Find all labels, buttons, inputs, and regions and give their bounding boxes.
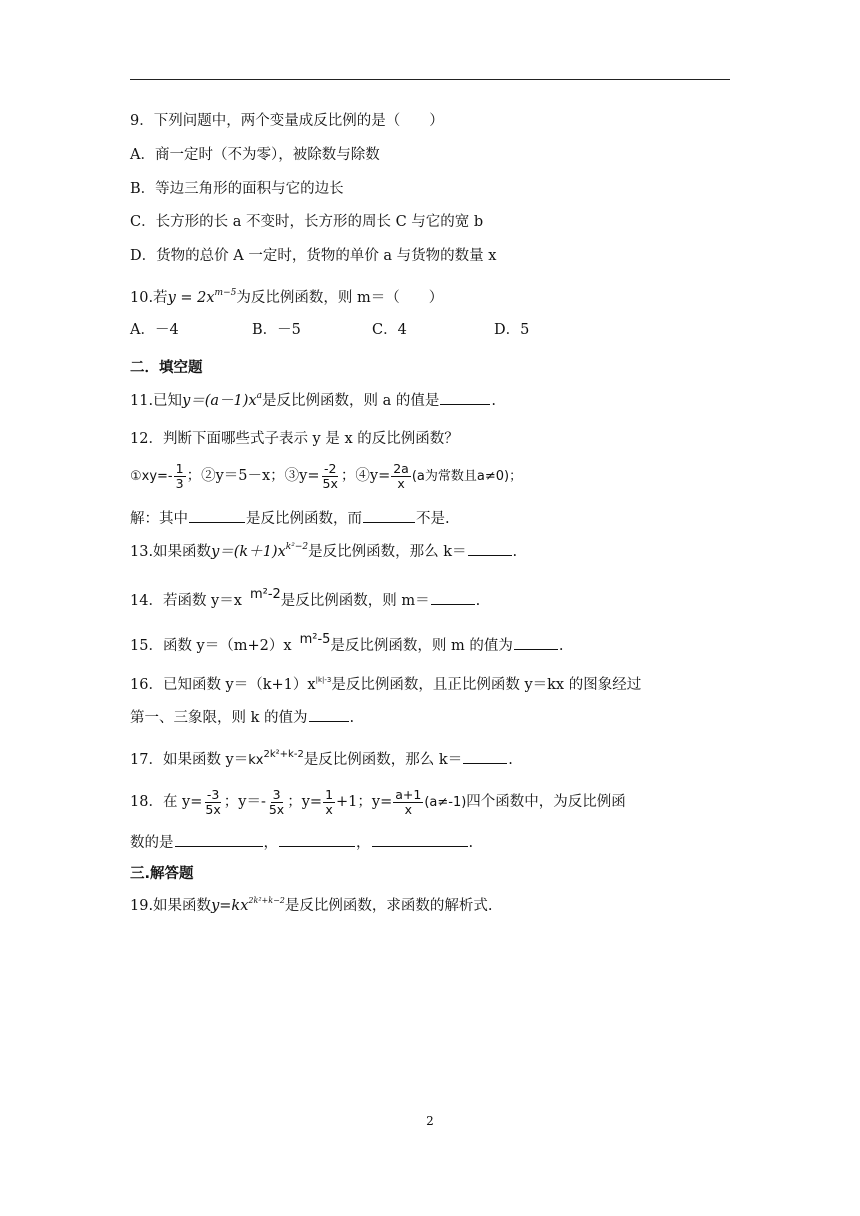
q15-post: 是反比例函数，则 m 的值为: [330, 638, 513, 654]
q16-end: .: [349, 710, 355, 726]
q11-formula: y＝(a－1): [182, 393, 249, 409]
q17-post: 是反比例函数，那么 k＝: [303, 752, 463, 768]
q18-comma-1: ，: [263, 835, 278, 851]
q15-end: .: [558, 638, 564, 654]
q12-frac-3: [321, 462, 340, 491]
q14-end: .: [475, 593, 481, 609]
q13-pre: 13.如果函数: [130, 544, 212, 560]
q18-blank-3[interactable]: [372, 832, 468, 847]
q18-end: .: [468, 835, 474, 851]
q12-answer-a: 解：其中: [130, 511, 188, 527]
q14-exponent: m²-2: [249, 587, 281, 602]
q19-pre: 19.如果函数: [130, 898, 212, 914]
q12-expressions: [130, 456, 522, 497]
q18-sep-3: +1；y=: [336, 794, 393, 810]
q12-frac-3-den: 5x: [322, 475, 338, 491]
q19: [130, 896, 492, 918]
q12-answer: [130, 508, 450, 529]
q18-frac-2-num: 3: [272, 786, 281, 802]
q18-frac-1-den: 5x: [205, 801, 221, 817]
q18-frac-2: [267, 788, 286, 817]
q19-post: 是反比例函数，求函数的解析式.: [284, 898, 493, 914]
section-fill-in: 二．填空题: [130, 360, 203, 376]
q16-exponent: |k|-3: [315, 676, 332, 684]
q12-frac-1: [174, 462, 186, 491]
q18-frac-3: [323, 788, 335, 817]
q10-option-a: A．－4: [130, 322, 179, 338]
q12-frac-4-num: 2a: [393, 460, 409, 476]
q18-frac-4: [393, 788, 423, 817]
q12-expr-2: ；②y＝5－x；③y=: [186, 468, 320, 484]
q12-frac-1-den: 3: [175, 475, 184, 491]
q13-end: .: [512, 544, 518, 560]
q13-exponent: k²−2: [285, 542, 309, 552]
section-solve: 三.解答题: [130, 866, 194, 882]
q18-frac-2-den: 5x: [268, 801, 285, 817]
q18-frac-4-num: a+1: [395, 786, 422, 802]
q18-line-1: [130, 782, 626, 823]
q12-answer-b: 是反比例函数，而: [246, 511, 362, 527]
q10-formula: y = 2x: [167, 290, 215, 306]
q11-x: x: [248, 393, 257, 409]
q19-formula: y=kx: [211, 898, 249, 914]
q9-option-c: C．长方形的长 a 不变时，长方形的周长 C 与它的宽 b: [130, 214, 484, 230]
q15-answer-blank[interactable]: [514, 635, 558, 650]
q15-exponent: m²-5: [299, 632, 331, 647]
q9-option-b: B．等边三角形的面积与它的边长: [130, 181, 344, 197]
q11-pre: 11.已知: [130, 393, 183, 409]
q18-line2-text: 数的是: [130, 835, 174, 851]
q18-frac-3-den: x: [325, 801, 333, 817]
q18-frac-3-num: 1: [325, 786, 334, 802]
q11: [130, 390, 496, 413]
q13-formula: y＝(k＋1): [211, 544, 278, 560]
q12-blank-2[interactable]: [363, 508, 415, 523]
q18-frac-4-den: x: [404, 801, 412, 817]
q10-post: 为反比例函数，则 m＝（ ）: [236, 290, 444, 306]
q12-blank-1[interactable]: [189, 508, 245, 523]
q10-stem: [130, 288, 443, 310]
q12-answer-c: 不是.: [416, 511, 450, 527]
q14: [130, 587, 481, 612]
q10-options: [130, 320, 529, 340]
q14-pre: 14．若函数 y＝x: [130, 593, 242, 609]
q17-kx: kx: [248, 753, 264, 768]
q9-stem: 9．下列问题中，两个变量成反比例的是（ ）: [130, 113, 444, 129]
q18-post: 四个函数中，为反比例函: [466, 794, 626, 810]
q18-blank-2[interactable]: [279, 832, 355, 847]
q13-answer-blank[interactable]: [468, 541, 512, 556]
q12-frac-4-den: x: [397, 475, 405, 491]
q19-exponent: 2k²+k−2: [248, 896, 285, 905]
q12-frac-4: [391, 462, 411, 491]
q13: [130, 541, 517, 564]
q18-condition: (a≠-1): [424, 795, 467, 810]
q12-expr-4: ；④y=: [340, 468, 391, 484]
q11-post: 是反比例函数，则 a 的值是: [262, 393, 440, 409]
q10-option-d: D．5: [494, 322, 530, 338]
q12-frac-3-num: -2: [323, 460, 337, 476]
q16-line-2: [130, 707, 354, 728]
q14-post: 是反比例函数，则 m＝: [280, 593, 430, 609]
q12-stem: 12．判断下面哪些式子表示 y 是 x 的反比例函数？: [130, 431, 459, 447]
q16-line2-text: 第一、三象限，则 k 的值为: [130, 710, 308, 726]
q18-sep-2: ；y=: [287, 794, 323, 810]
q12-frac-1-num: 1: [175, 460, 184, 476]
q11-exponent: a: [256, 391, 263, 401]
q18-frac-1-num: -3: [206, 786, 220, 802]
q17: [130, 749, 513, 772]
q17-answer-blank[interactable]: [463, 749, 507, 764]
q18-sep-1: ；y＝-: [223, 794, 266, 810]
q17-end: .: [508, 752, 513, 768]
q18-comma-2: ，: [356, 835, 371, 851]
q10-option-b: B．－5: [252, 322, 301, 338]
q18-line-2: [130, 832, 473, 853]
q9-option-a: A．商一定时（不为零），被除数与除数: [130, 147, 380, 163]
q18-blank-1[interactable]: [175, 832, 263, 847]
header-rule: [130, 79, 730, 80]
q18-frac-1: [203, 788, 222, 817]
q17-exponent: 2k²+k-2: [263, 749, 304, 760]
q16-answer-blank[interactable]: [309, 707, 349, 722]
q17-pre: 17．如果函数 y＝: [130, 752, 249, 768]
q10-pre: 10.若: [130, 290, 168, 306]
q10-exponent: m−5: [214, 288, 237, 298]
q18-pre: 18．在 y=: [130, 794, 203, 810]
q10-option-c: C．4: [372, 322, 407, 338]
q11-end: .: [491, 393, 496, 409]
q11-answer-blank[interactable]: [440, 390, 490, 405]
q16-pre: 16．已知函数 y＝（k+1）x: [130, 677, 316, 693]
q13-x: x: [277, 544, 286, 560]
q16-post: 是反比例函数，且正比例函数 y＝kx 的图象经过: [331, 677, 642, 693]
q15: [130, 632, 564, 657]
q12-expr-5: (a为常数且a≠0)；: [411, 469, 523, 484]
q9-option-d: D．货物的总价 A 一定时，货物的单价 a 与货物的数量 x: [130, 248, 497, 264]
page-number: 2: [426, 1114, 434, 1128]
q15-pre: 15．函数 y＝（m+2）x: [130, 638, 292, 654]
q16-line-1: [130, 675, 641, 697]
q14-answer-blank[interactable]: [431, 590, 475, 605]
q13-post: 是反比例函数，那么 k＝: [308, 544, 467, 560]
q12-expr-1: ①xy=-: [130, 469, 173, 484]
